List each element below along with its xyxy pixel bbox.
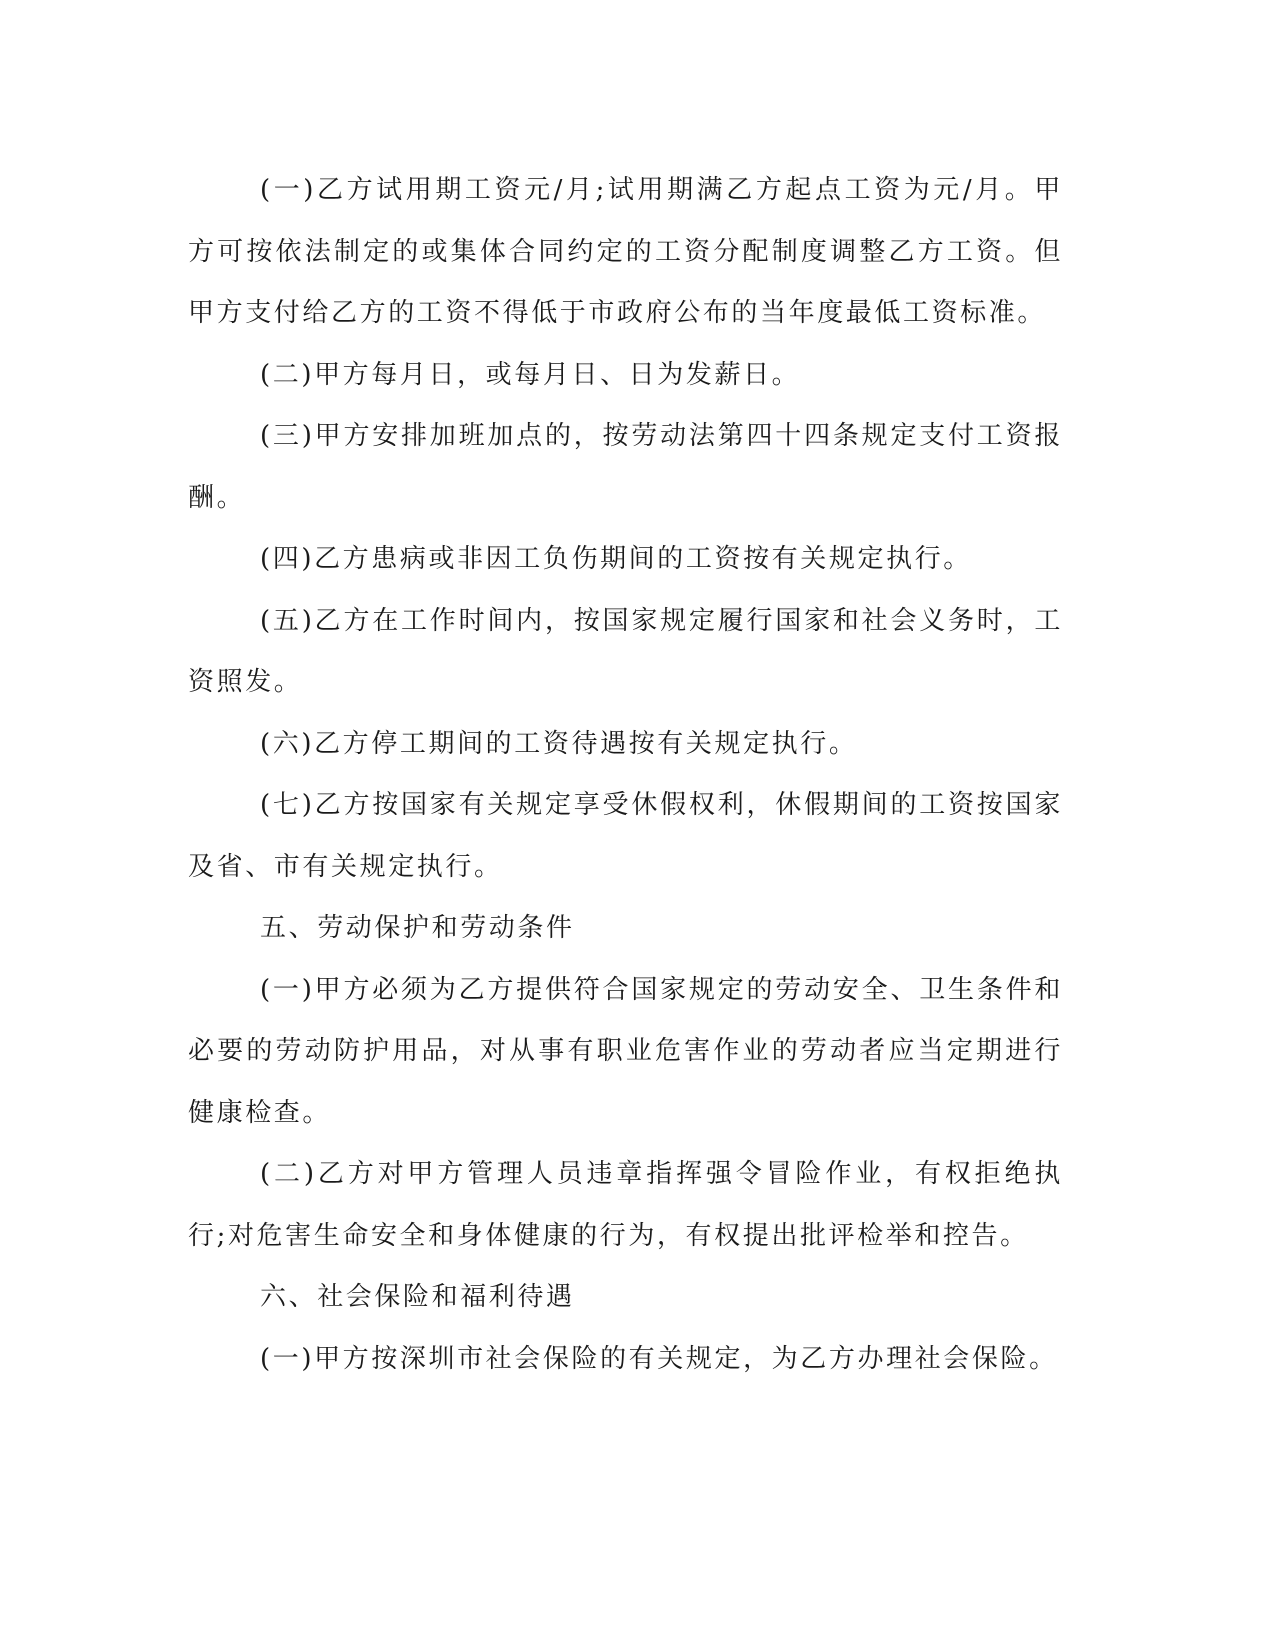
paragraph-social-insurance: (一)甲方按深圳市社会保险的有关规定，为乙方办理社会保险。 xyxy=(260,1343,1058,1374)
paragraph-safety-conditions: (一)甲方必须为乙方提供符合国家规定的劳动安全、卫生条件和必要的劳动防护用品，对从事有职业危害作业的劳动者应当定期进行健康检查。 xyxy=(188,974,1063,1128)
document-body xyxy=(188,160,1063,1390)
paragraph-overtime-pay: (三)甲方安排加班加点的，按劳动法第四十四条规定支付工资报酬。 xyxy=(188,421,1063,513)
section-heading-social-insurance: 六、社会保险和福利待遇 xyxy=(260,1282,575,1312)
paragraph-wage-probation: (一)乙方试用期工资元/月;试用期满乙方起点工资为元/月。甲方可按依法制定的或集体合同约定的工资分配制度调整乙方工资。但甲方支付给乙方的工资不得低于市政府公布的当年度最低工资标准。 xyxy=(188,175,1063,328)
paragraph-payday: (二)甲方每月日，或每月日、日为发薪日。 xyxy=(260,359,801,390)
paragraph-vacation-pay: (七)乙方按国家有关规定享受休假权利，休假期间的工资按国家及省、市有关规定执行。 xyxy=(188,790,1063,882)
paragraph-work-stoppage-pay: (六)乙方停工期间的工资待遇按有关规定执行。 xyxy=(260,728,858,759)
paragraph-sick-leave-pay: (四)乙方患病或非因工负伤期间的工资按有关规定执行。 xyxy=(260,544,972,574)
paragraph-right-to-refuse: (二)乙方对甲方管理人员违章指挥强令冒险作业，有权拒绝执行;对危害生命安全和身体健康的行为，有权提出批评检举和控告。 xyxy=(188,1159,1063,1251)
paragraph-social-duty-pay: (五)乙方在工作时间内，按国家规定履行国家和社会义务时，工资照发。 xyxy=(188,605,1063,697)
section-heading-labor-protection: 五、劳动保护和劳动条件 xyxy=(260,913,575,943)
